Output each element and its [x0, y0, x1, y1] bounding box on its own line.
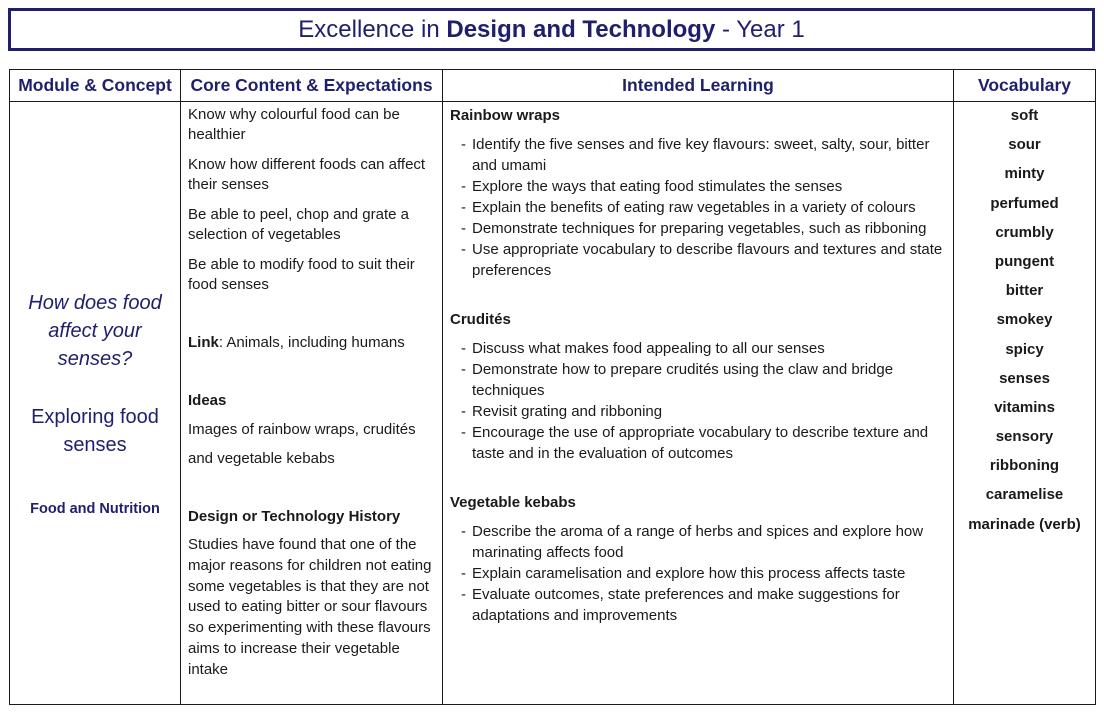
vocab-word: pungent — [994, 252, 1055, 270]
ideas-line-2: and vegetable kebabs — [188, 450, 335, 467]
vocab-word: marinade (verb) — [968, 515, 1081, 533]
header-learning: Intended Learning — [443, 70, 954, 102]
vocab-word: minty — [1004, 165, 1045, 183]
list-item: - Discuss what makes food appealing to all our senses — [461, 338, 947, 359]
section-heading: Vegetable kebabs — [450, 494, 576, 511]
module-strand: Food and Nutrition — [30, 501, 160, 517]
ideas-heading: Ideas — [188, 392, 227, 409]
ideas-line-1: Images of rainbow wraps, crudités — [188, 421, 416, 438]
list-item: - Encourage the use of appropriate vocabulary to describe texture and taste and in the evaluation of outcomes — [461, 422, 947, 464]
point-list — [461, 521, 947, 626]
core-item: Know why colourful food can be healthier — [188, 106, 400, 143]
module-cell — [10, 102, 181, 705]
vocab-word: perfumed — [990, 194, 1059, 212]
section-heading: Rainbow wraps — [450, 107, 561, 124]
vocab-word: bitter — [1005, 282, 1044, 300]
core-item: Know how different foods can affect their senses — [188, 156, 426, 193]
history-text: Studies have found that one of the major reasons for children not eating some vegetables is that they are not used to eating bitter or sour flavours so experimenting with these flavours aims to increase their vegetable intake — [188, 536, 432, 678]
title-subject: Design and Technology — [446, 15, 716, 43]
core-item: Be able to modify food to suit their food senses — [188, 256, 415, 293]
vocab-word: smokey — [996, 311, 1053, 329]
core-link — [188, 333, 436, 353]
vocab-word: crumbly — [995, 223, 1054, 241]
header-vocabulary: Vocabulary — [954, 70, 1096, 102]
list-item: - Use appropriate vocabulary to describe flavours and textures and state preferences — [461, 239, 947, 281]
header-core: Core Content & Expectations — [181, 70, 443, 102]
title-prefix: Excellence in — [298, 15, 447, 43]
link-label: Link — [188, 334, 219, 351]
content-row — [10, 102, 1096, 705]
vocab-word: sensory — [995, 428, 1054, 446]
list-item: - Describe the aroma of a range of herbs and spices and explore how marinating affects food — [461, 521, 947, 563]
link-text: : Animals, including humans — [218, 334, 405, 351]
list-item: - Demonstrate how to prepare crudités using the claw and bridge techniques — [461, 359, 947, 401]
vocab-word: caramelise — [985, 486, 1064, 504]
learning-section-crudites — [450, 309, 947, 464]
list-item: - Revisit grating and ribboning — [461, 401, 947, 422]
module-question: How does food affect your senses? — [28, 292, 162, 370]
point-list — [461, 134, 947, 281]
vocab-word: vitamins — [994, 398, 1055, 416]
vocab-word: ribboning — [989, 457, 1060, 475]
vocab-word: senses — [999, 369, 1050, 387]
vocab-word: sour — [1008, 136, 1041, 154]
vocabulary-cell — [954, 102, 1096, 705]
list-item: - Explain the benefits of eating raw vegetables in a variety of colours — [461, 197, 947, 218]
point-list — [461, 338, 947, 464]
section-heading: Crudités — [450, 311, 511, 328]
learning-section-rainbow-wraps — [450, 105, 947, 281]
core-item: Be able to peel, chop and grate a selection of vegetables — [188, 206, 410, 243]
list-item: - Identify the five senses and five key flavours: sweet, salty, sour, bitter and umami — [461, 134, 947, 176]
page-title — [8, 8, 1095, 51]
learning-section-vegetable-kebabs — [450, 492, 947, 626]
module-topic: Exploring food senses — [31, 406, 159, 456]
header-row — [10, 70, 1096, 102]
intended-learning-cell — [443, 102, 954, 705]
core-content-cell — [181, 102, 443, 705]
list-item: - Explain caramelisation and explore how this process affects taste — [461, 563, 947, 584]
vocab-word: soft — [1010, 107, 1039, 124]
title-suffix: - Year 1 — [715, 15, 805, 43]
list-item: - Explore the ways that eating food stimulates the senses — [461, 176, 947, 197]
list-item: - Demonstrate techniques for preparing vegetables, such as ribboning — [461, 218, 947, 239]
header-module: Module & Concept — [10, 70, 181, 102]
curriculum-table — [9, 69, 1096, 705]
history-heading: Design or Technology History — [188, 508, 401, 525]
list-item: - Evaluate outcomes, state preferences and make suggestions for adaptations and improvements — [461, 584, 947, 626]
vocab-word: spicy — [1005, 340, 1044, 358]
